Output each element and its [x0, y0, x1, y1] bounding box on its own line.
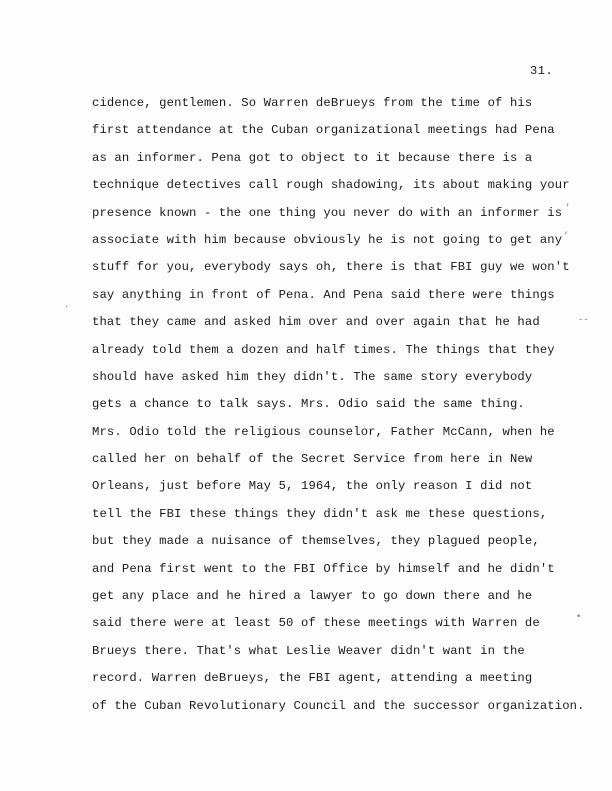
text-line-18: and Pena first went to the FBI Office by himself and he didn't	[92, 561, 555, 576]
scan-speck: '	[565, 203, 571, 213]
text-line-10: already told them a dozen and half times. The things that they	[92, 342, 555, 357]
scan-speck: ,	[564, 226, 570, 236]
text-line-17: but they made a nuisance of themselves, they plagued people,	[92, 534, 540, 549]
text-line-19: get any place and he hired a lawyer to go down there and he	[92, 589, 533, 604]
text-line-12: gets a chance to talk says. Mrs. Odio said the same thing.	[92, 397, 525, 412]
scan-speck: ·	[64, 302, 70, 312]
text-line-3: as an informer. Pena got to object to it because there is a	[92, 150, 533, 165]
text-line-21: Brueys there. That's what Leslie Weaver didn't want in the	[92, 643, 525, 658]
text-line-1: cidence, gentlemen. So Warren deBrueys from the time of his	[92, 96, 533, 110]
scan-speck: --	[578, 315, 589, 325]
body-text	[92, 90, 587, 720]
text-line-13: Mrs. Odio told the religious counselor, Father McCann, when he	[92, 424, 555, 439]
text-line-2: first attendance at the Cuban organizational meetings had Pena	[92, 123, 555, 138]
text-line-5: presence known - the one thing you never do with an informer is	[92, 205, 563, 220]
text-line-15: Orleans, just before May 5, 1964, the only reason I did not	[92, 479, 533, 494]
scan-speck: •	[576, 612, 582, 622]
text-line-16: tell the FBI these things they didn't ask me these questions,	[92, 506, 548, 521]
text-line-8: say anything in front of Pena. And Pena said there were things	[92, 287, 555, 302]
text-line-6: associate with him because obviously he is not going to get any	[92, 232, 563, 247]
text-line-14: called her on behalf of the Secret Service from here in New	[92, 452, 533, 467]
text-line-22: record. Warren deBrueys, the FBI agent, attending a meeting	[92, 671, 533, 686]
text-line-11: should have asked him they didn't. The same story everybody	[92, 369, 533, 384]
text-line-7: stuff for you, everybody says oh, there is that FBI guy we won't	[92, 260, 570, 275]
text-line-23: of the Cuban Revolutionary Council and the successor organization.	[92, 698, 585, 713]
page-number: 31.	[530, 64, 554, 78]
text-line-9: that they came and asked him over and over again that he had	[92, 315, 540, 330]
text-line-4: technique detectives call rough shadowing, its about making your	[92, 178, 570, 193]
text-line-20: said there were at least 50 of these meetings with Warren de	[92, 616, 540, 631]
